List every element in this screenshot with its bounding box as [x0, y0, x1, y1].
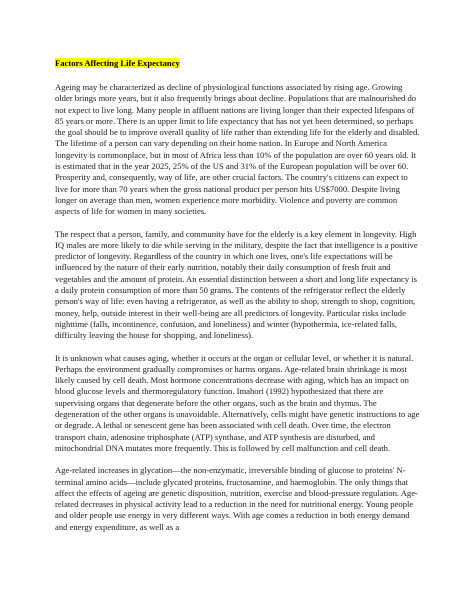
- document-body: [55, 58, 421, 544]
- title-line: [55, 58, 421, 69]
- paragraph-respect: The respect that a person, family, and community have for the elderly is a key element in longevity. High IQ males are more likely to die while serving in the military, despite the fact that intelligence is a positive predictor of longevity. Regardless of the country in which one lives, one's life expectations will be influenced by the nature of their early nutrition, notably their daily consumption of fresh fruit and vegetables and the amount of protein. An essential distinction between a short and long life expectancy is a daily protein consumption of more than 50 grams. The contents of the refrigerator reflect the elderly person's way of life: even having a refrigerator, as well as the ability to shop, strength to shop, cognition, money, help, outside interest in their well-being are all predictors of longevity. Particular risks include nighttime (falls, incontinence, confusion, and loneliness) and winter (hypothermia, ice-related falls, difficulty leaving the house for shopping, and loneliness).: [55, 228, 418, 341]
- paragraph-glycation: Age-related increases in glycation—the non-enzymatic, irreversible binding of glucose to proteins' N-terminal amino acids—include glycated proteins, fructosamine, and haemoglobin. The only things that affect the effects of ageing are genetic disposition, nutrition, exercise and blood-pressure regulation. Age-related decreases in physical activity lead to a reduction in the need for nutritional energy. Young people and older people use energy in very different ways. With age comes a reduction in both energy demand and energy expenditure, as well as a: [55, 465, 418, 532]
- document-title: Factors Affecting Life Expectancy: [55, 58, 180, 68]
- paragraph-causes-of-aging: It is unknown what causes aging, whether it occurs at the organ or cellular level, or whether it is natural. Perhaps the environment gradually compromises or harms organs. Age-related brain shrinkage is most likely caused by cell death. Most hormone concentrations decrease with aging, which has an impact on blood glucose levels and thermoregulatory function. Imahori (1992) hypothesized that there are supervising organs that degenerate before the other organs, such as the brain and thymus. The degeneration of the other organs is unavoidable. Alternatively, cells might have genetic instructions to age or degrade. A lethal or senescent gene has been associated with cell death. Over time, the electron transport chain, adenosine triphosphate (ATP) synthase, and ATP synthesis are disturbed, and mitochondrial DNA mutates more frequently. This is followed by cell malfunction and cell death.: [55, 352, 420, 453]
- paragraph-ageing: Ageing may be characterized as decline of physiological functions associated by rising age. Growing older brings more years, but it also frequently brings about decline. Populations that are malnourished do not expect to live long. Many people in affluent nations are living longer than their expected lifespans of 85 years or more. There is an upper limit to life expectancy that has not yet been determined, so perhaps the goal should be to improve overall quality of life rather than extending life for the elderly and disabled. The lifetime of a person can vary depending on their home nation. In Europe and North America longevity is commonplace, but in most of Africa less than 10% of the population are over 60 years old. It is estimated that in the year 2025, 25% of the US and 31% of the European population will be over 60. Prosperity and, consequently, way of life, are other crucial factors. The country's citizens can expect to live for more than 70 years when the gross national product per person hits US$7000. Despite living longer on average than men, women experience more morbidity. Violence and poverty are common aspects of life for women in many societies.: [55, 82, 420, 217]
